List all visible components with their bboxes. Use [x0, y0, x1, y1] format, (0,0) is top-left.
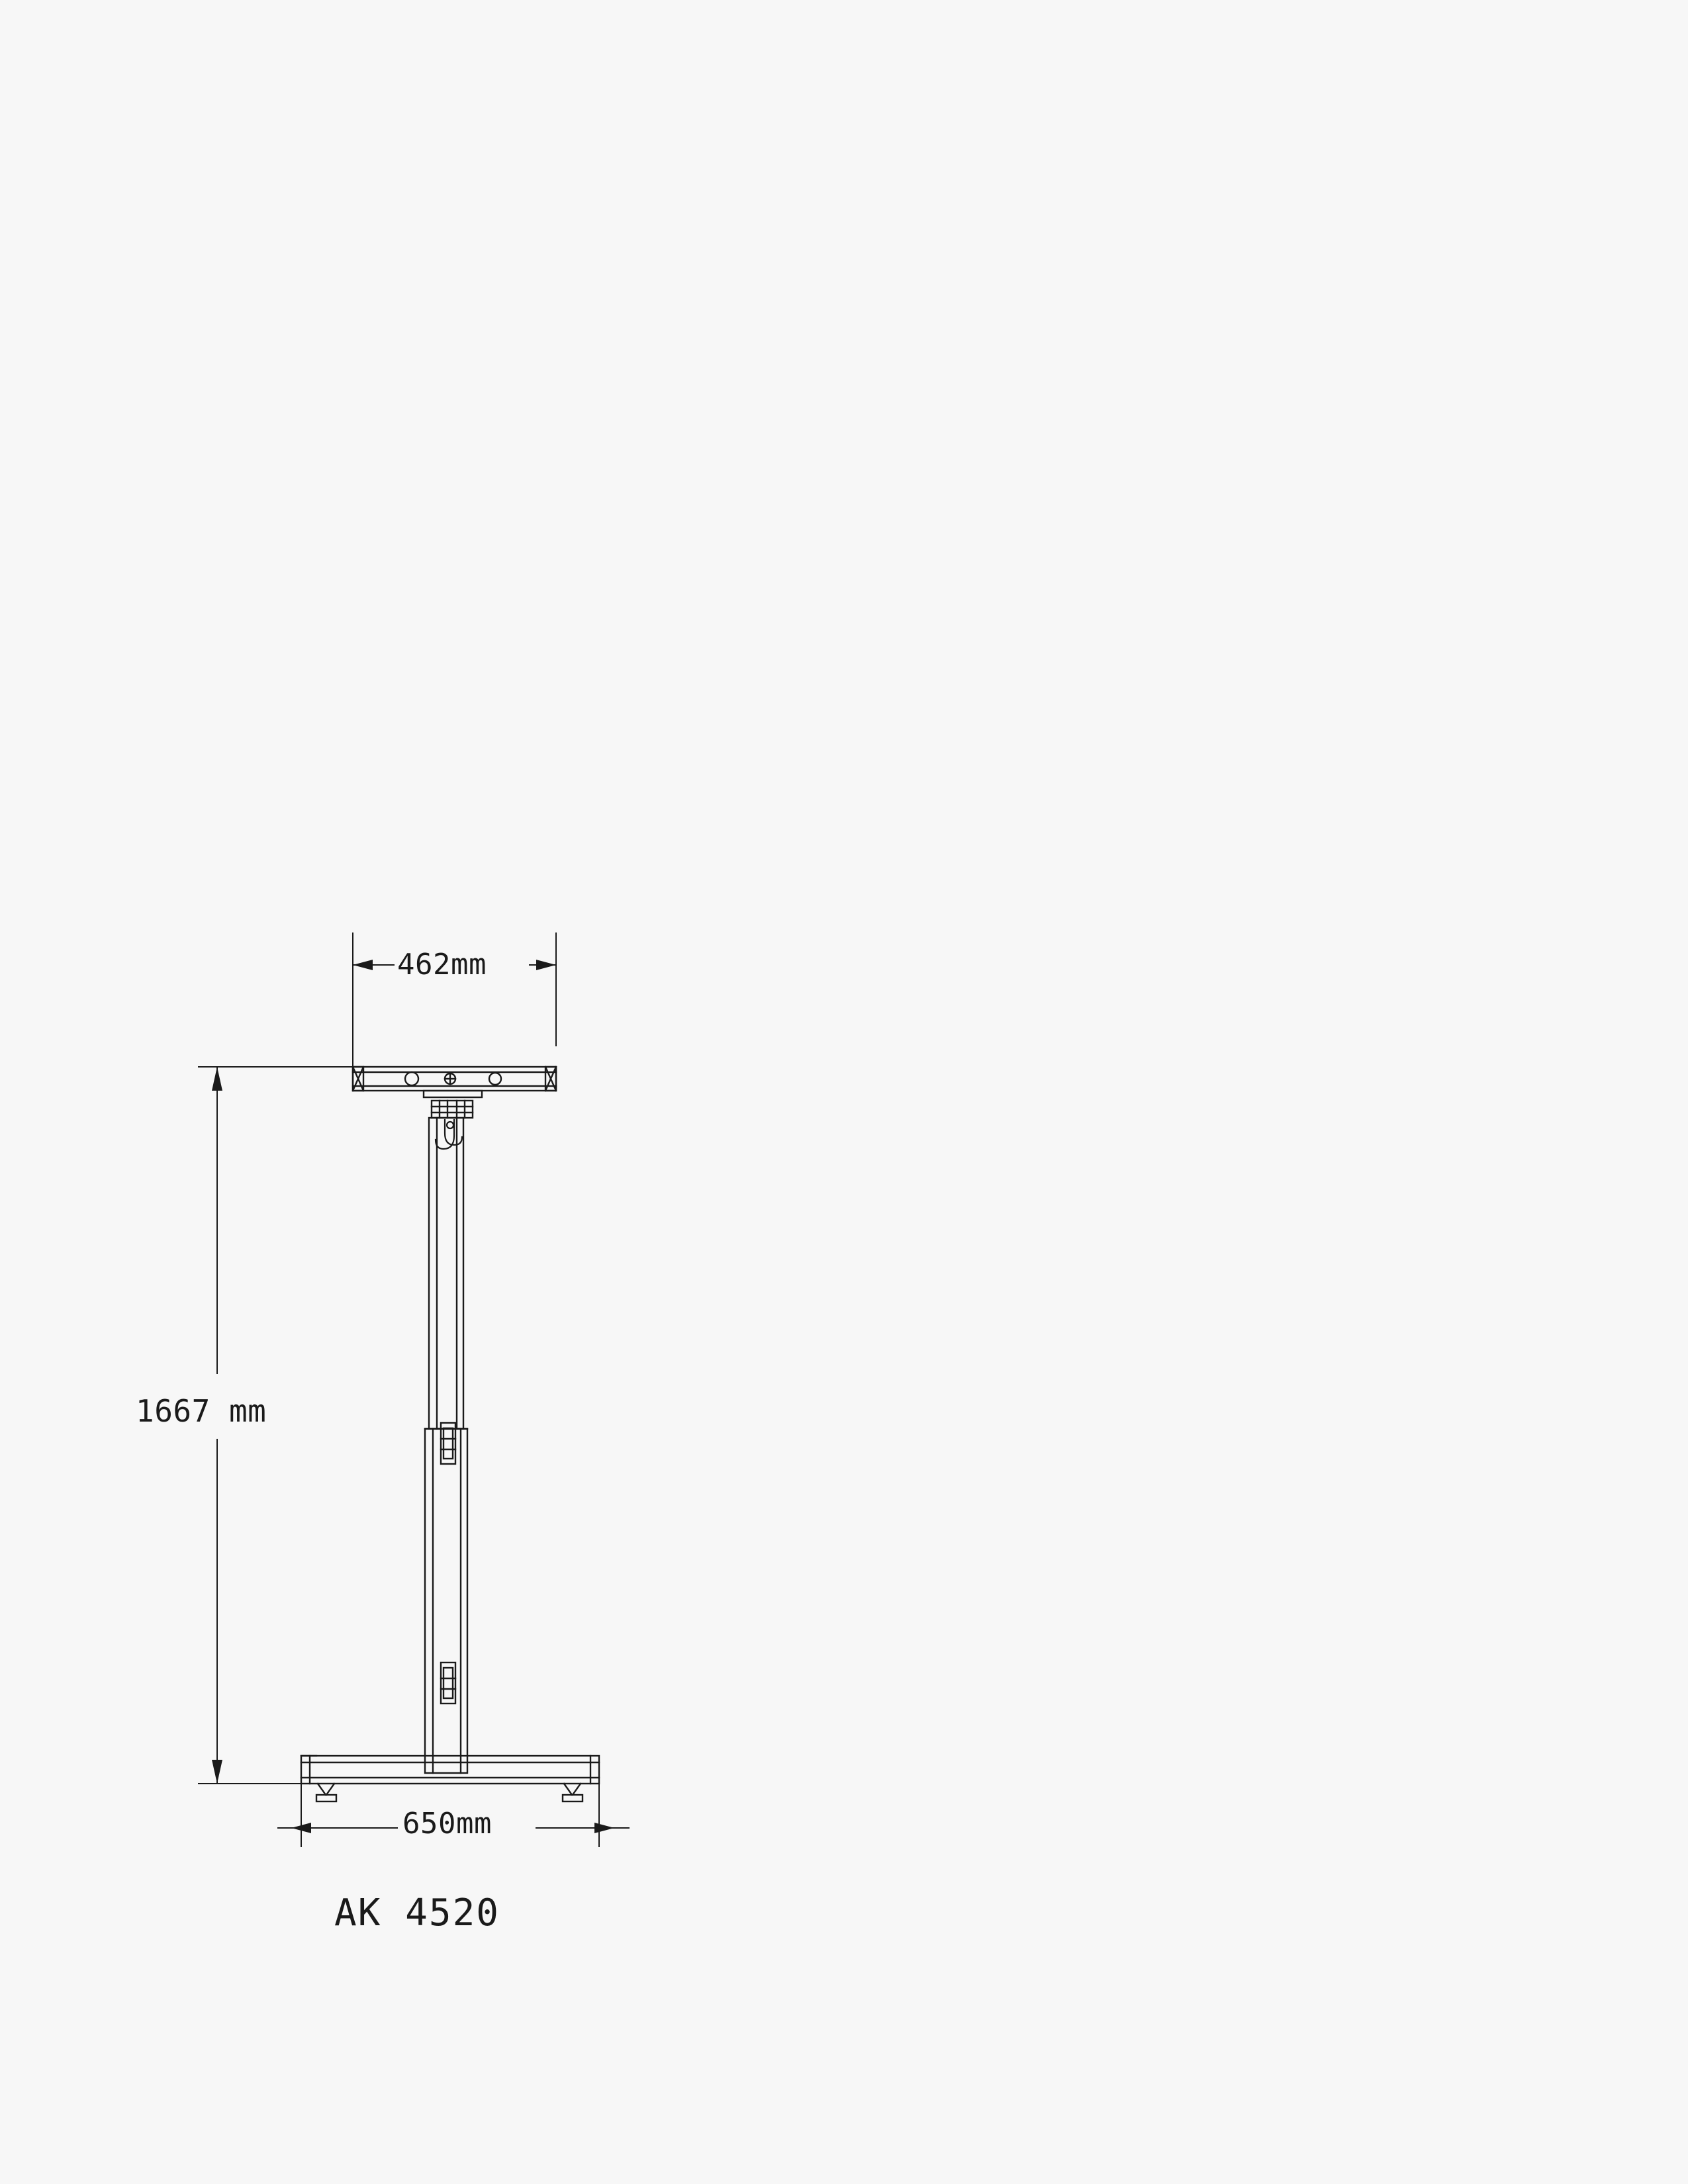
- telescopic-column: [425, 1118, 467, 1773]
- hook-pair: [436, 1120, 462, 1149]
- right-foot: [563, 1784, 583, 1801]
- dimension-label-overall-height: 1667 mm: [136, 1393, 267, 1429]
- dimension-label-top-plate-width: 462mm: [397, 948, 487, 981]
- left-foot: [316, 1784, 336, 1801]
- top-bracket-plate: [353, 1067, 556, 1097]
- lower-adjustment-slot: [441, 1662, 455, 1704]
- model-title: AK 4520: [334, 1891, 500, 1934]
- clamp-collar: [432, 1101, 473, 1118]
- dimension-label-base-width: 650mm: [402, 1807, 492, 1841]
- base-plate: [301, 1756, 599, 1784]
